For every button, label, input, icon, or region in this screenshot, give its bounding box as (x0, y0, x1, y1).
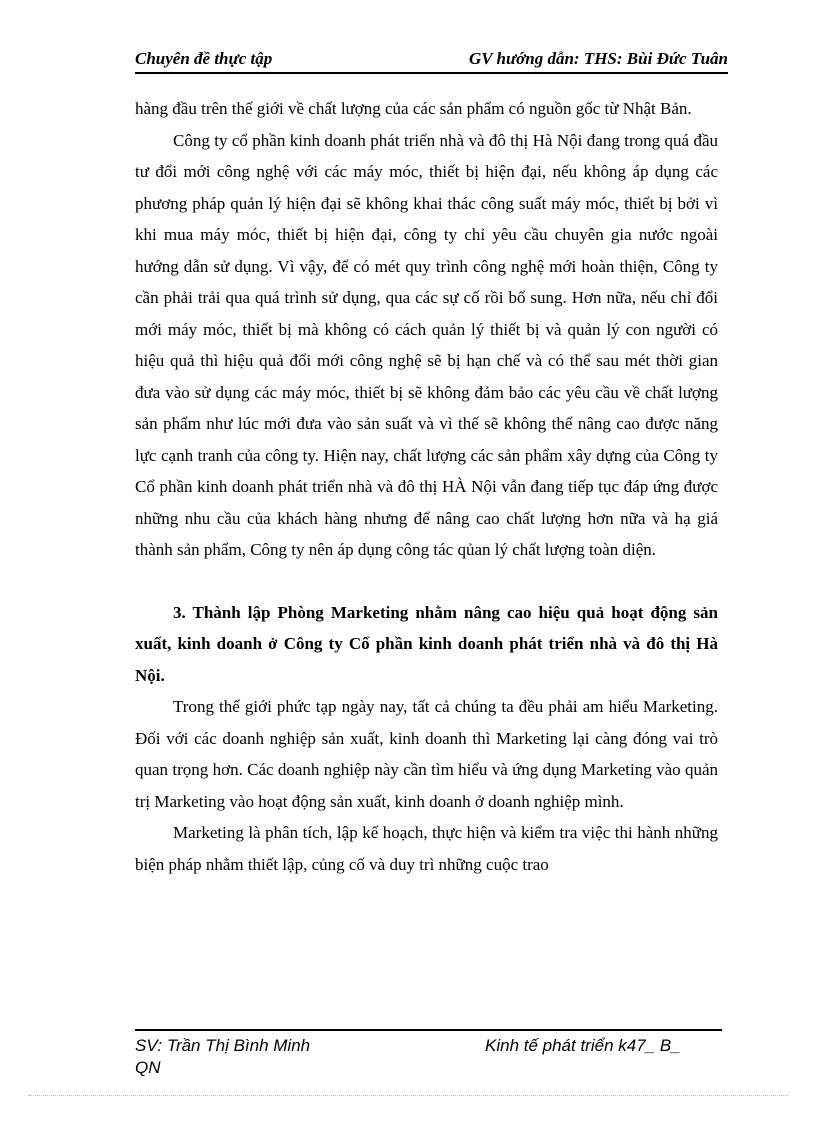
footer-class: Kinh tế phát triển k47_ B_ (485, 1036, 681, 1055)
header-instructor: GV hướng dẫn: THS: Bùi Đức Tuân (468, 49, 728, 68)
paragraph-technology: Công ty cổ phần kinh doanh phát triển nhà và đô thị Hà Nội đang trong quá đầu tư đổi mới công nghệ với các máy móc, thiết bị hiện đại, nếu không áp dụng các phương pháp quản lý hiện đại sẽ không khai thác công suất máy móc, thiết bị bởi vì khi mua máy móc, thiết bị hiện đại, công ty chỉ yêu cầu chuyên gia nước ngoài hướng dẫn sử dụng. Vì vậy, để có mét quy trình công nghệ mới hoàn thiện, Công ty cần phải trải qua quá trình sử dụng, qua các sự cố rồi bổ sung. Hơn nữa, nếu chỉ đổi mới máy móc, thiết bị mà không có cách quản lý thiết bị và quản lý con người có hiệu quả thì hiệu quả đổi mới công nghệ sẽ bị hạn chế và có thể sau mét thời gian đưa vào sử dụng các máy móc, thiết bị sẽ không đảm bảo các yêu cầu về chất lượng sản phẩm như lúc mới đưa vào sản suất và vì thế sẽ không thể nâng cao được năng lực cạnh tranh của công ty. Hiện nay, chất lượng các sản phẩm xây dựng của Công ty Cổ phần kinh doanh phát triển nhà và đô thị HÀ Nội vẫn đang tiếp tục đáp ứng được những nhu cầu của khách hàng nhưng để nâng cao chất lượng hơn nữa và hạ giá thành sản phẩm, Công ty nên áp dụng công tác qủan lý chất lượng toàn diện. (135, 130, 718, 559)
paragraph-continued: hàng đầu trên thế giới về chất lượng của các sản phẩm có nguồn gốc từ Nhật Bản. (135, 99, 692, 118)
paragraph-marketing-definition: Marketing là phân tích, lập kế hoạch, thực hiện và kiểm tra việc thi hành những biện pháp nhằm thiết lập, củng cố và duy trì những cuộc trao (135, 823, 718, 874)
header-title: Chuyên đề thực tập (135, 49, 273, 68)
footer-student: SV: Trần Thị Bình Minh (135, 1036, 311, 1055)
paragraph-marketing-intro: Trong thế giới phức tạp ngày nay, tất cả chúng ta đều phải am hiểu Marketing. Đối với các doanh nghiệp sản xuất, kinh doanh thì Marketing lại càng đóng vai trò quan trọng hơn. Các doanh nghiệp này cần tìm hiểu và ứng dụng Marketing vào quản trị Marketing vào hoạt động sản xuất, kinh doanh ở doanh nghiệp mình. (135, 697, 718, 811)
section-heading: 3. Thành lập Phòng Marketing nhằm nâng cao hiệu quả hoạt động sản xuất, kinh doanh ở Công ty Cổ phần kinh doanh phát triển nhà và đô thị Hà Nội. (135, 602, 718, 685)
footer-class-continued: QN (135, 1058, 161, 1077)
page-bottom-divider (28, 1095, 788, 1096)
page-content (135, 93, 718, 880)
page-header (135, 46, 728, 74)
page-footer (135, 1029, 722, 1077)
